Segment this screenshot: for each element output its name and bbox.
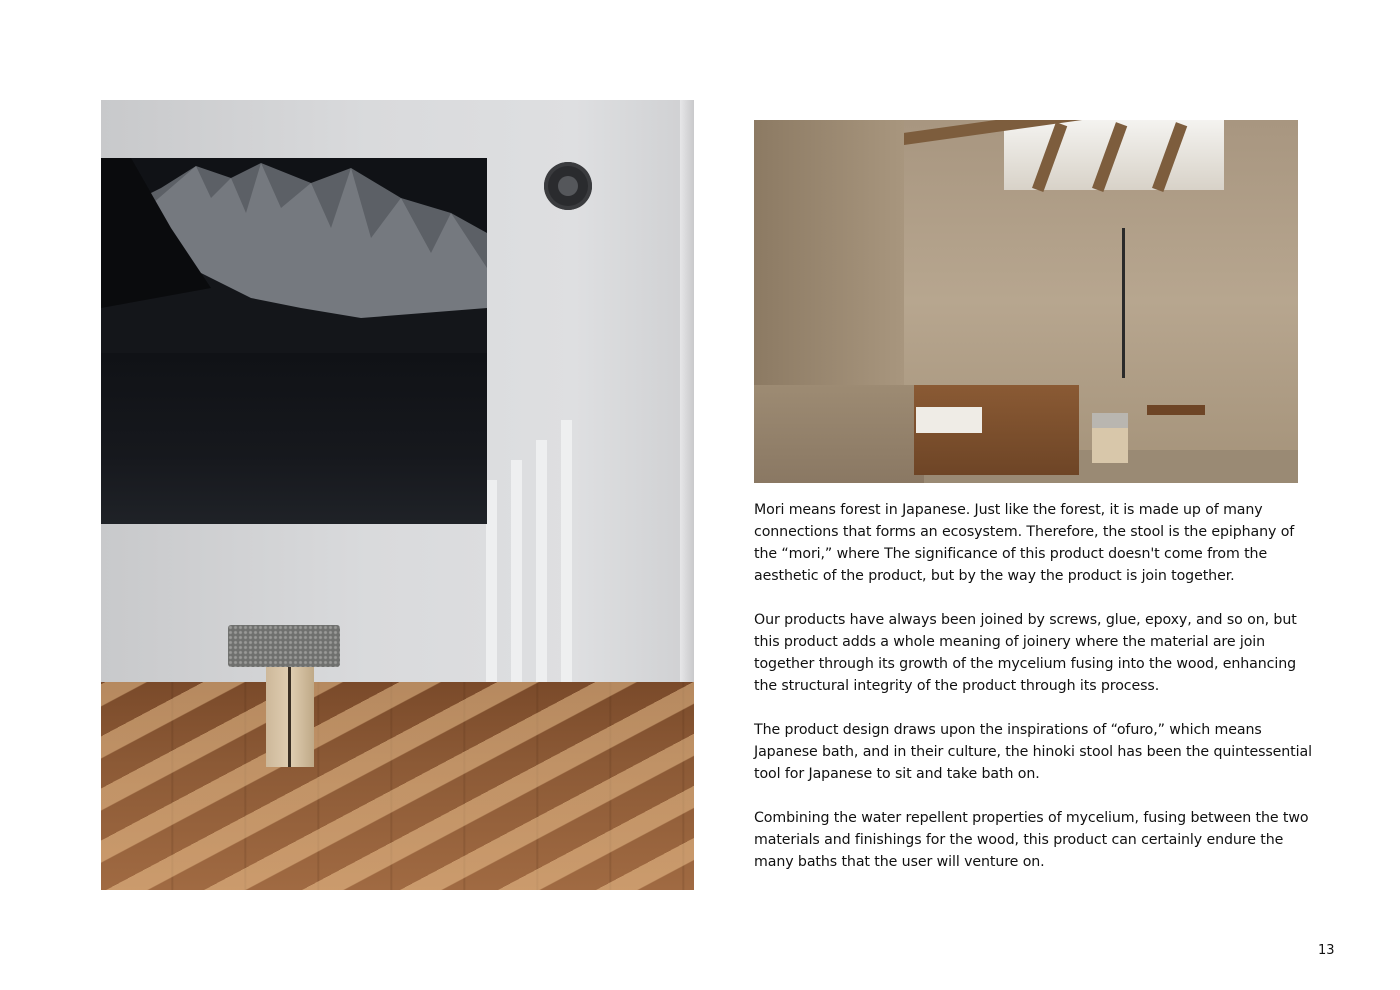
bench xyxy=(1147,405,1205,415)
counter xyxy=(754,385,924,483)
left-render-image xyxy=(101,100,694,890)
body-text xyxy=(754,499,1314,895)
artwork-icon xyxy=(101,158,487,524)
wall-light-stripe xyxy=(536,440,547,685)
paragraph: Mori means forest in Japanese. Just like the forest, it is made up of many connections that forms an ecosystem. Therefore, the stool is the epiphany of the “mori,” where The significance of this product doesn't come from the aesthetic of the product, but by the way the product is join together. xyxy=(754,502,1295,584)
paragraph: Combining the water repellent properties of mycelium, fusing between the two materials and finishings for the wood, this product can certainly endure the many baths that the user will venture on. xyxy=(754,810,1309,870)
stool-icon xyxy=(228,625,340,667)
stool-leg xyxy=(266,667,314,767)
towel xyxy=(916,407,982,433)
wall-light-stripe xyxy=(561,420,572,685)
page-number: 13 xyxy=(1318,943,1335,958)
floor-light-stripes xyxy=(101,682,694,890)
wall-light-stripe xyxy=(511,460,522,685)
shower-icon xyxy=(1122,228,1125,378)
clock-icon xyxy=(544,162,592,210)
mountain-landscape xyxy=(101,158,487,358)
wall-corner xyxy=(680,100,694,685)
lake-reflection xyxy=(101,353,487,524)
paragraph: The product design draws upon the inspirations of “ofuro,” which means Japanese bath, and in their culture, the hinoki stool has been the quintessential tool for Japanese to sit and take bath on. xyxy=(754,722,1312,782)
right-render-image xyxy=(754,120,1298,483)
wall-light-stripe xyxy=(486,480,497,685)
stool-icon xyxy=(1092,413,1128,463)
paragraph: Our products have always been joined by screws, glue, epoxy, and so on, but this product adds a whole meaning of joinery where the material are join together through its growth of the mycelium fusing into the wood, enhancing the structural integrity of the product through its process. xyxy=(754,612,1297,694)
